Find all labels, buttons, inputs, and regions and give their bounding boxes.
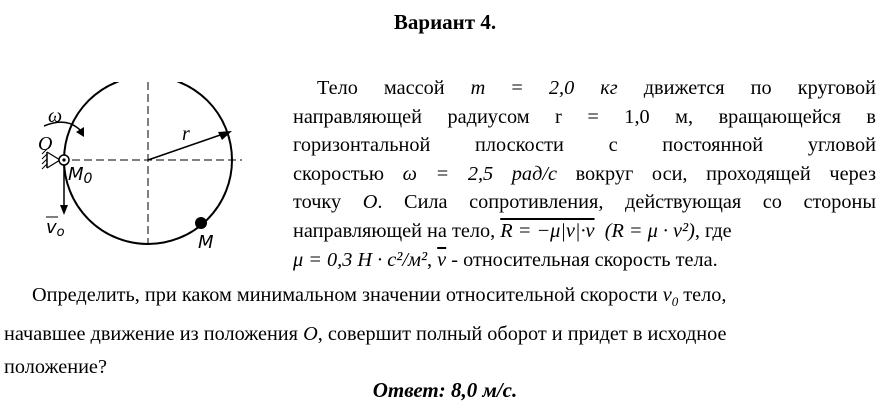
statement-line-1: Тело массой m = 2,0 кг движется по круговой <box>317 77 876 99</box>
mechanics-diagram <box>20 82 250 262</box>
v0-arrowhead <box>60 205 68 215</box>
radius-label: r <box>182 123 190 145</box>
diagram-svg <box>20 82 250 262</box>
support-strut-bottom <box>47 160 60 168</box>
question-line-1: Определить, при каком минимальном значении относительной скорости $v_0$ тело, <box>32 284 727 310</box>
body-M-label: M <box>198 232 214 253</box>
point-O-label: O <box>38 133 53 155</box>
statement-line-7: μ = 0,3 Н · с²/м², $\overline{v}$ - относительная скорость тела. <box>293 248 718 271</box>
resistance-magnitude-formula: (R = μ · v²) <box>604 219 695 242</box>
body-M <box>195 217 207 229</box>
v0-label: vo <box>46 217 65 240</box>
omega-label: ω <box>48 105 63 127</box>
statement-line-2: направляющей радиусом r = 1,0 м, вращающейся в <box>293 105 876 128</box>
question-line-2: начавшее движение из положения O, совершит полный оборот и придет в исходное <box>4 323 727 346</box>
statement-line-3: горизонтальной плоскости с постоянной угловой <box>293 134 876 157</box>
problem-statement <box>293 74 876 274</box>
statement-line-6: направляющей на тело, R = −μ|v|·v (R = μ · v²), где <box>293 219 732 242</box>
question-line-3: положение? <box>4 356 107 379</box>
point-M0-label: M0 <box>68 164 93 187</box>
statement-line-4: скоростью ω = 2,5 рад/с вокруг оси, проходящей через <box>293 162 876 185</box>
resistance-formula: R = −μ|v|·v <box>500 219 595 242</box>
variant-title: Вариант 4. <box>393 10 497 34</box>
omega-arrowhead <box>76 127 84 137</box>
answer-text: Ответ: 8,0 м/с. <box>372 378 518 402</box>
statement-line-5: точку O. Сила сопротивления, действующая со стороны <box>293 191 876 214</box>
mu-formula: μ = 0,3 Н · с²/м² <box>293 248 428 271</box>
pivot-center <box>62 158 65 161</box>
problem-question <box>4 279 884 384</box>
